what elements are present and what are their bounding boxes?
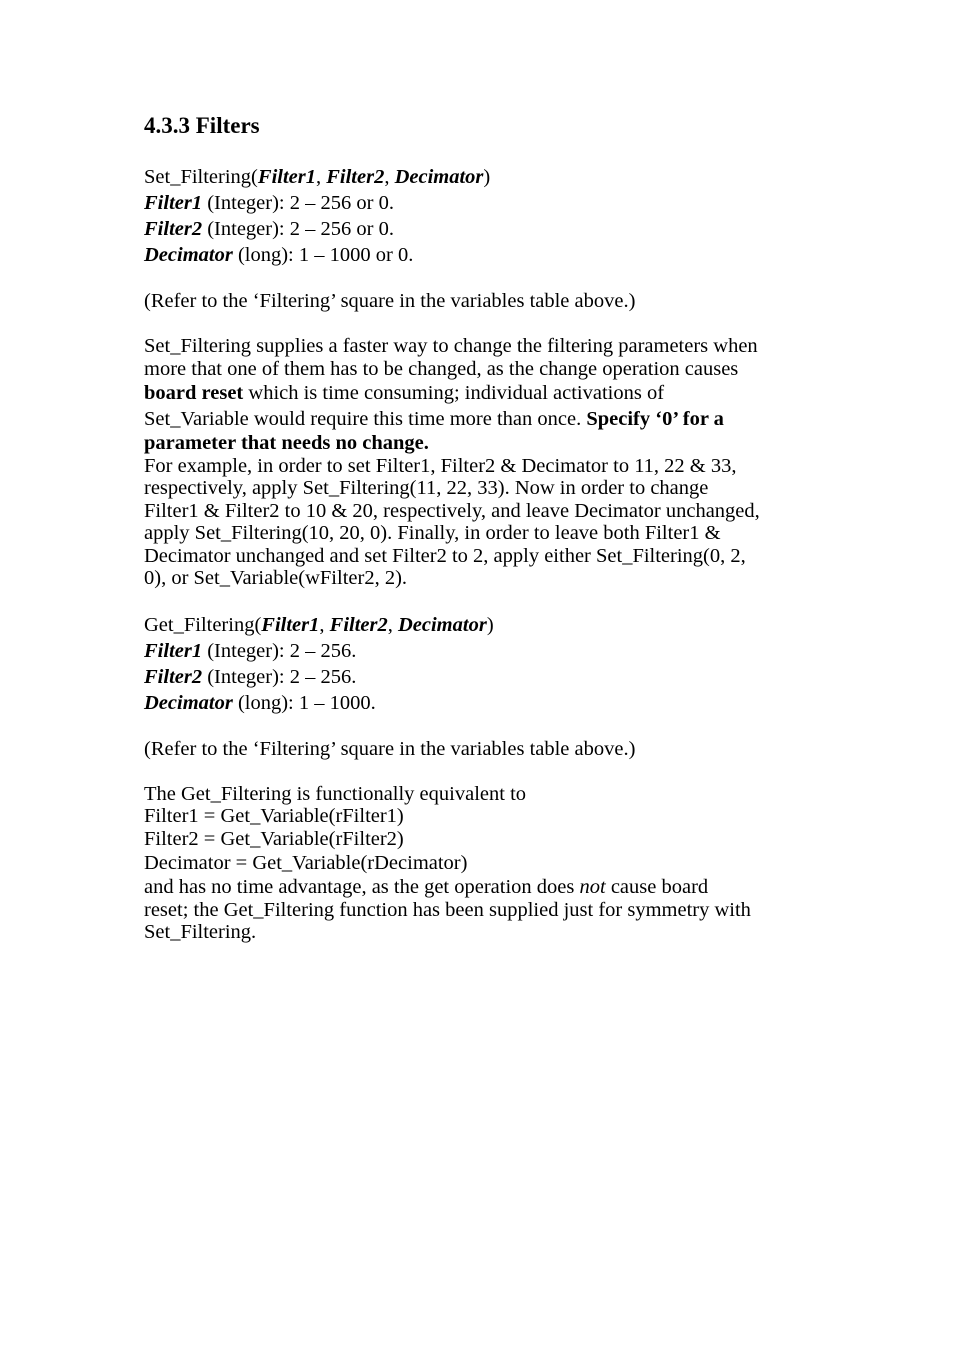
param-desc: (long): 1 – 1000 or 0. — [232, 244, 414, 266]
bold-term-board-reset: board reset — [144, 382, 244, 404]
set-filtering-signature-block — [144, 164, 834, 268]
param-line — [144, 638, 834, 664]
tail-line: reset; the Get_Filtering function has been supplied just for symmetry with — [144, 898, 751, 921]
tail-line: Set_Filtering. — [144, 921, 257, 943]
description-line — [144, 406, 834, 432]
example-line: Decimator unchanged and set Filter2 to 2, apply either Set_Filtering(0, 2, — [144, 544, 746, 567]
param-line — [144, 242, 834, 268]
signature-close: ) — [483, 166, 491, 188]
equivalence-line: Decimator = Get_Variable(rDecimator) — [144, 852, 468, 874]
signature-param-decimator: Decimator — [397, 613, 487, 636]
param-desc: (Integer): 2 – 256. — [202, 639, 357, 662]
example-line: For example, in order to set Filter1, Filter2 & Decimator to 11, 22 & 33, — [144, 454, 737, 477]
set-filtering-description — [144, 335, 834, 590]
get-filtering-signature — [144, 612, 834, 638]
param-desc: (Integer): 2 – 256 or 0. — [202, 192, 394, 214]
tail-line — [144, 876, 834, 899]
description-line: more that one of them has to be changed, as the change operation causes — [144, 357, 739, 380]
tail-text: cause board — [605, 876, 709, 898]
example-line: 0), or Set_Variable(wFilter2, 2). — [144, 567, 408, 589]
param-name: Filter2 — [144, 665, 203, 688]
get-filtering-refer-note — [144, 738, 834, 761]
equivalence-line: Filter2 = Get_Variable(rFilter2) — [144, 827, 404, 850]
signature-separator: , — [387, 613, 398, 636]
description-line — [144, 380, 834, 406]
param-line — [144, 190, 834, 216]
param-name: Decimator — [144, 244, 233, 266]
param-name: Filter2 — [144, 218, 203, 240]
description-text: Set_Variable would require this time more than once. — [144, 408, 587, 430]
signature-separator: , — [315, 166, 327, 188]
param-name: Filter1 — [144, 639, 203, 662]
param-name: Filter1 — [144, 192, 203, 214]
set-filtering-refer-note — [144, 290, 834, 313]
param-desc: (Integer): 2 – 256 or 0. — [202, 218, 394, 240]
signature-function-name: Get_Filtering( — [144, 613, 262, 636]
bold-instruction: Specify ‘0’ for a — [586, 408, 724, 430]
signature-param-filter1: Filter1 — [257, 166, 316, 188]
example-line: apply Set_Filtering(10, 20, 0). Finally, in order to leave both Filter1 & — [144, 522, 721, 544]
signature-separator: , — [384, 166, 395, 188]
param-desc: (Integer): 2 – 256. — [202, 665, 357, 688]
param-line — [144, 690, 834, 716]
document-page — [144, 112, 834, 966]
refer-note-text: (Refer to the ‘Filtering’ square in the variables table above.) — [144, 737, 636, 760]
example-line: Filter1 & Filter2 to 10 & 20, respectively, and leave Decimator unchanged, — [144, 499, 760, 522]
equivalence-line: The Get_Filtering is functionally equivalent to — [144, 782, 527, 805]
param-line — [144, 664, 834, 690]
tail-text: and has no time advantage, as the get operation does — [144, 876, 580, 898]
param-line — [144, 216, 834, 242]
description-text: which is time consuming; individual activations of — [243, 382, 665, 404]
section-heading: 4.3.3 Filters — [144, 113, 260, 138]
param-desc: (long): 1 – 1000. — [232, 691, 376, 714]
get-filtering-description — [144, 783, 834, 944]
italic-not: not — [579, 876, 606, 898]
example-line: respectively, apply Set_Filtering(11, 22, 33). Now in order to change — [144, 477, 709, 499]
description-line — [144, 432, 834, 455]
refer-note-text: (Refer to the ‘Filtering’ square in the variables table above.) — [144, 290, 636, 312]
signature-param-filter1: Filter1 — [261, 613, 320, 636]
signature-close: ) — [486, 613, 494, 636]
get-filtering-signature-block — [144, 612, 834, 716]
signature-param-filter2: Filter2 — [326, 166, 385, 188]
signature-function-name: Set_Filtering( — [144, 166, 258, 188]
signature-param-filter2: Filter2 — [329, 613, 388, 636]
signature-param-decimator: Decimator — [394, 166, 484, 188]
set-filtering-signature — [144, 164, 834, 190]
bold-instruction: parameter that needs no change. — [144, 432, 429, 454]
description-line: Set_Filtering supplies a faster way to change the filtering parameters when — [144, 335, 758, 357]
signature-separator: , — [319, 613, 330, 636]
equivalence-line: Filter1 = Get_Variable(rFilter1) — [144, 805, 404, 827]
param-name: Decimator — [144, 691, 233, 714]
